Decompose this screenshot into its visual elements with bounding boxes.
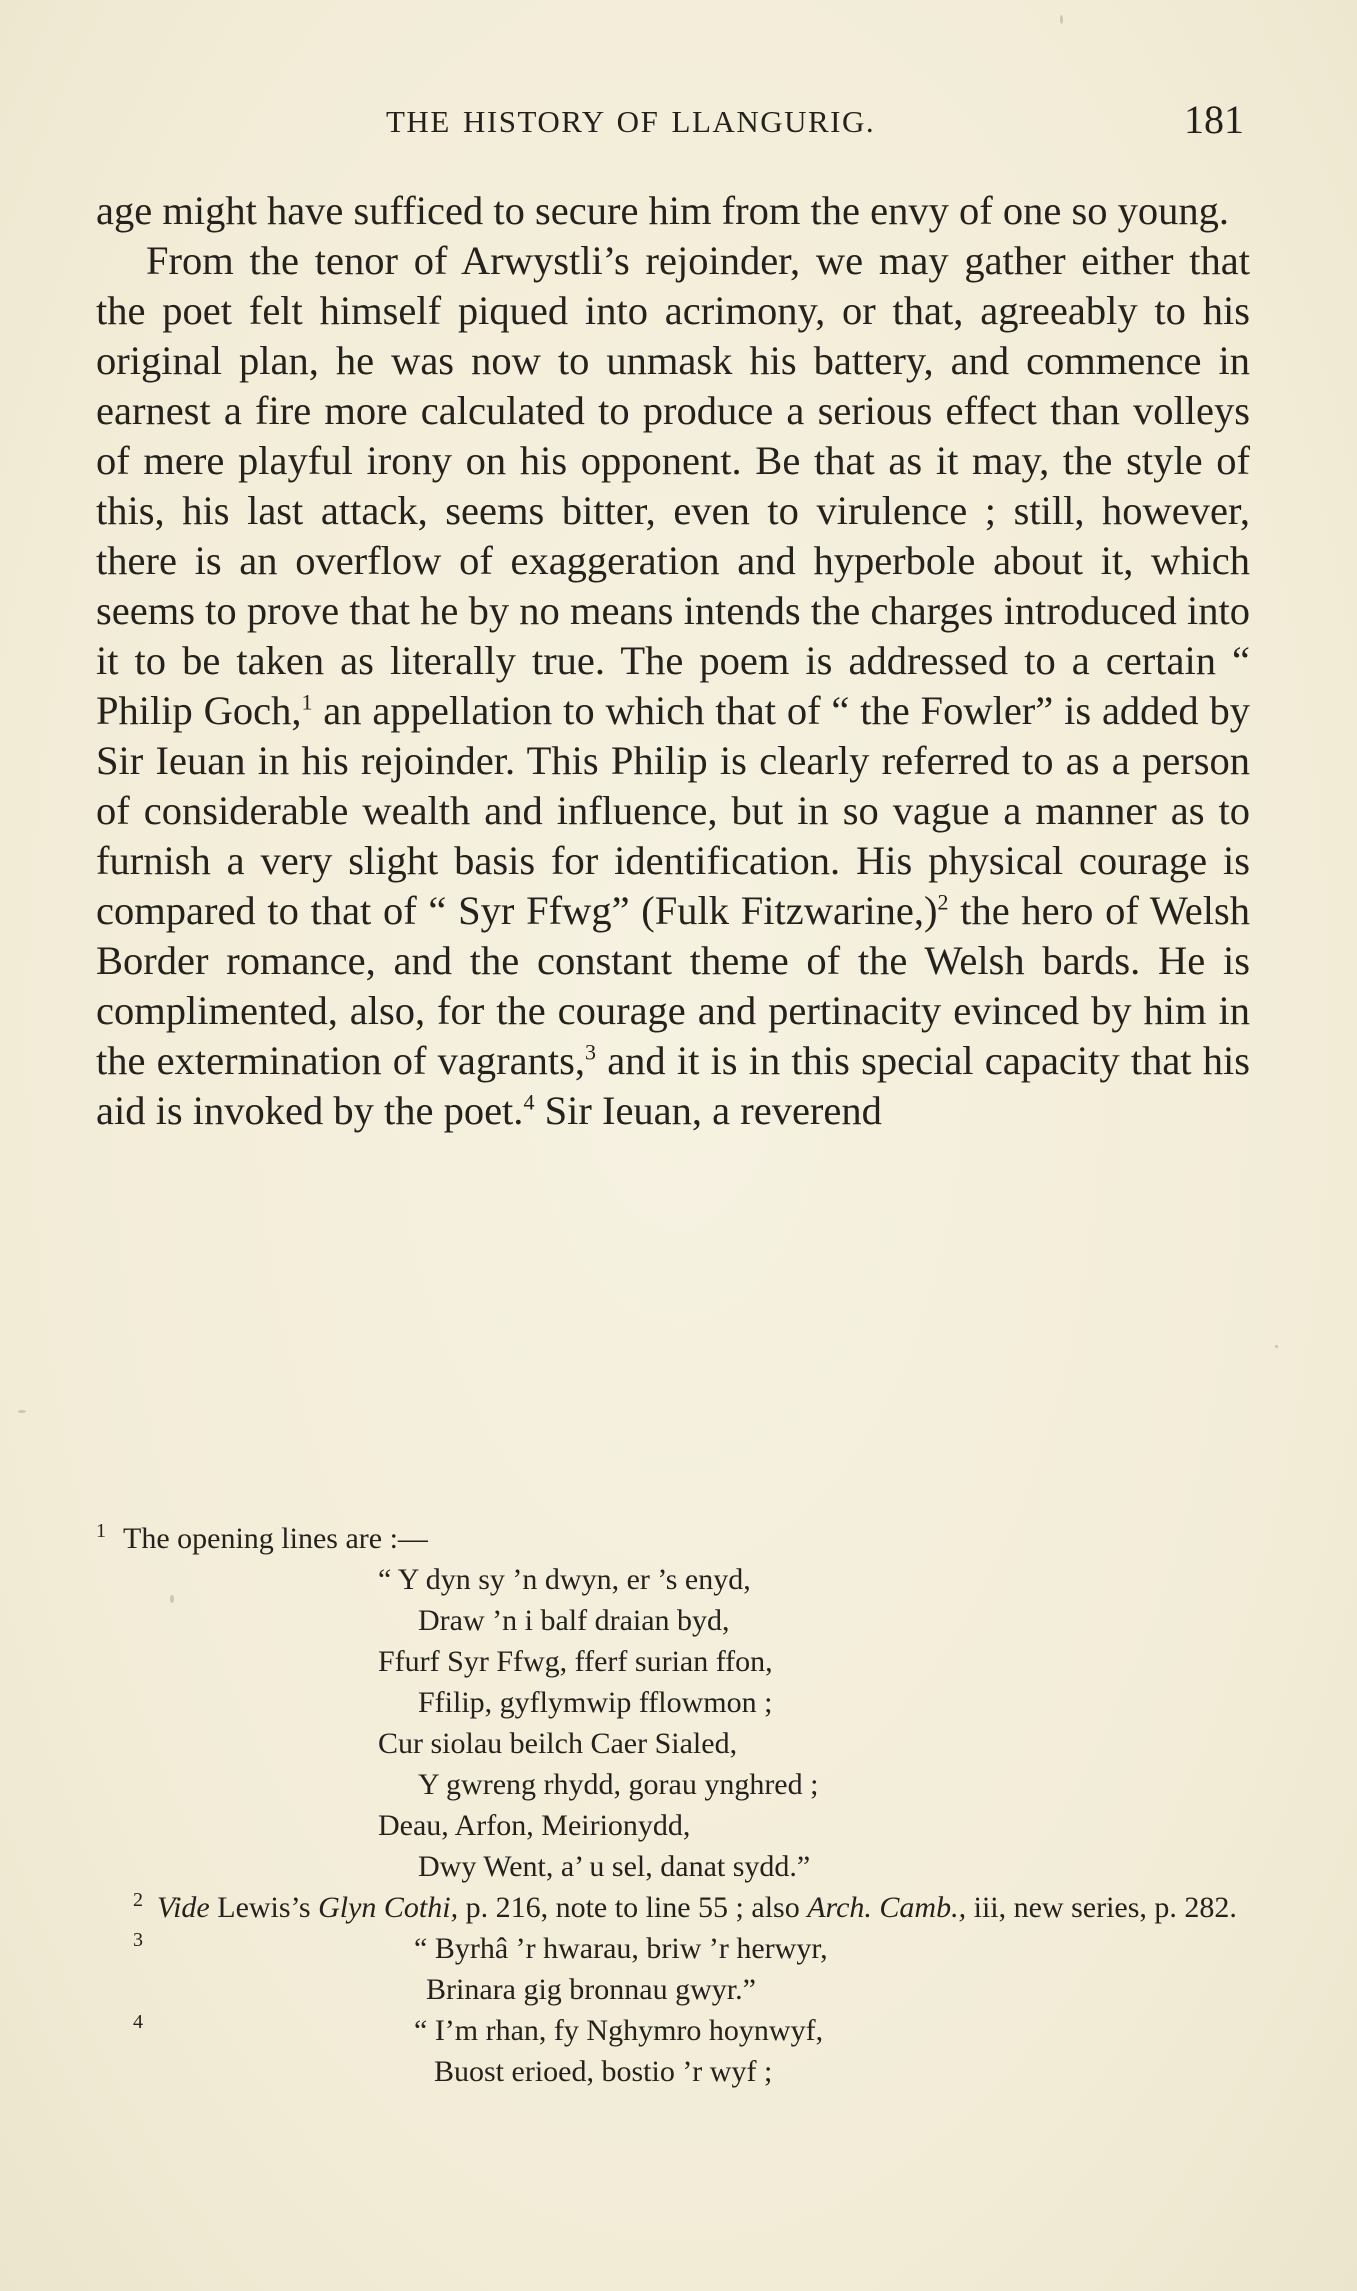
footnote-text: Lewis’s (209, 1891, 319, 1924)
footnote-ref-2: 2 (937, 889, 949, 915)
footnote-mark: 1 (96, 1520, 106, 1542)
footnote-3: 3 “ Byrhâ ’r hwarau, briw ’r herwyr, Brinara gig bronnau gwyr.” (96, 1928, 1250, 2010)
footnote-2 (96, 1887, 1250, 1928)
ink-speck (1060, 15, 1063, 24)
ink-speck (1275, 1345, 1278, 1348)
paragraph-continued: age might have sufficed to secure him from the envy of one so young. (96, 188, 1229, 233)
verse-block (414, 2010, 1250, 2092)
verse-line: Dwy Went, a’ u sel, danat sydd.” (418, 1850, 811, 1883)
ink-speck (18, 1410, 26, 1413)
footnotes (96, 1518, 1250, 2092)
footnote-text: Vide (157, 1891, 210, 1924)
verse-line: Deau, Arfon, Meirionydd, (378, 1809, 691, 1842)
text-run: an appellation to which that of “ the Fowler” is added by Sir Ieuan in his rejoinder. This Philip is clearly referred to as a person of considerable wealth and influence, but in so vague a manner as to furnish a very slight basis for identification. His physical courage is compared to that of “ Syr Ffwg” (Fulk Fitzwarine,) (96, 688, 1250, 933)
main-text (96, 186, 1250, 1136)
footnote-1 (96, 1518, 1250, 1887)
verse-line: Buost erioed, bostio ’r wyf ; (434, 2055, 773, 2088)
verse-block (378, 1559, 1250, 1887)
verse-line: Draw ’n i balf draian byd, (418, 1604, 730, 1637)
verse-line: “ Byrhâ ’r hwarau, briw ’r herwyr, (414, 1932, 828, 1965)
text-run: Sir Ieuan, a reverend (534, 1088, 882, 1133)
footnote-ref-3: 3 (585, 1039, 597, 1065)
verse-line: Ffilip, gyflymwip fflowmon ; (418, 1686, 773, 1719)
verse-block (414, 1928, 1250, 2010)
running-title: THE HISTORY OF LLANGURIG. (386, 104, 876, 139)
verse-line: Brinara gig bronnau gwyr.” (426, 1973, 756, 2006)
footnote-text: iii, new series, p. 282. (966, 1891, 1237, 1924)
footnote-4: 4 “ I’m rhan, fy Nghymro hoynwyf, Buost erioed, bostio ’r wyf ; (96, 2010, 1250, 2092)
footnote-text: Glyn Cothi, (318, 1891, 459, 1924)
paragraph (96, 236, 1250, 1136)
verse-line: “ Y dyn sy ’n dwyn, er ’s enyd, (378, 1563, 751, 1596)
verse-line: Cur siolau beilch Caer Sialed, (378, 1727, 738, 1760)
footnote-mark: 2 (133, 1889, 143, 1911)
footnote-text: p. 216, note to line 55 ; also (458, 1891, 808, 1924)
text-run: From the tenor of Arwystli’s rejoinder, we may gather either that the poet felt himself piqued into acrimony, or that, agreeably to his original plan, he was now to unmask his battery, and commence in earnest a fire more calculated to produce a serious effect than volleys of mere playful irony on his opponent. Be that as it may, the style of this, his last attack, seems bitter, even to virulence ; still, however, there is an overflow of exaggeration and hyperbole about it, which seems to prove that he by no means intends the charges introduced into it to be taken as literally true. The poem is addressed to a certain “ Philip Goch, (96, 238, 1250, 733)
verse-line: Ffurf Syr Ffwg, fferf surian ffon, (378, 1645, 773, 1678)
page-number: 181 (1184, 97, 1244, 142)
running-head (96, 96, 1244, 146)
text-run: the hero of Welsh Border romance, and the constant theme of the Welsh bards. He is complimented, also, for the courage and pertinacity evinced by him in the extermination of vagrants, (96, 888, 1250, 1083)
footnote-ref-1: 1 (301, 689, 313, 715)
footnote-text: The opening lines are :— (123, 1522, 428, 1555)
text-run: and it is in this special capacity that his aid is invoked by the poet. (96, 1038, 1250, 1133)
verse-line: “ I’m rhan, fy Nghymro hoynwyf, (414, 2014, 824, 2047)
footnote-ref-4: 4 (523, 1089, 535, 1115)
verse-line: Y gwreng rhydd, gorau ynghred ; (418, 1768, 819, 1801)
footnote-intro (96, 1518, 1250, 1559)
footnote-text: Arch. Camb., (807, 1891, 967, 1924)
